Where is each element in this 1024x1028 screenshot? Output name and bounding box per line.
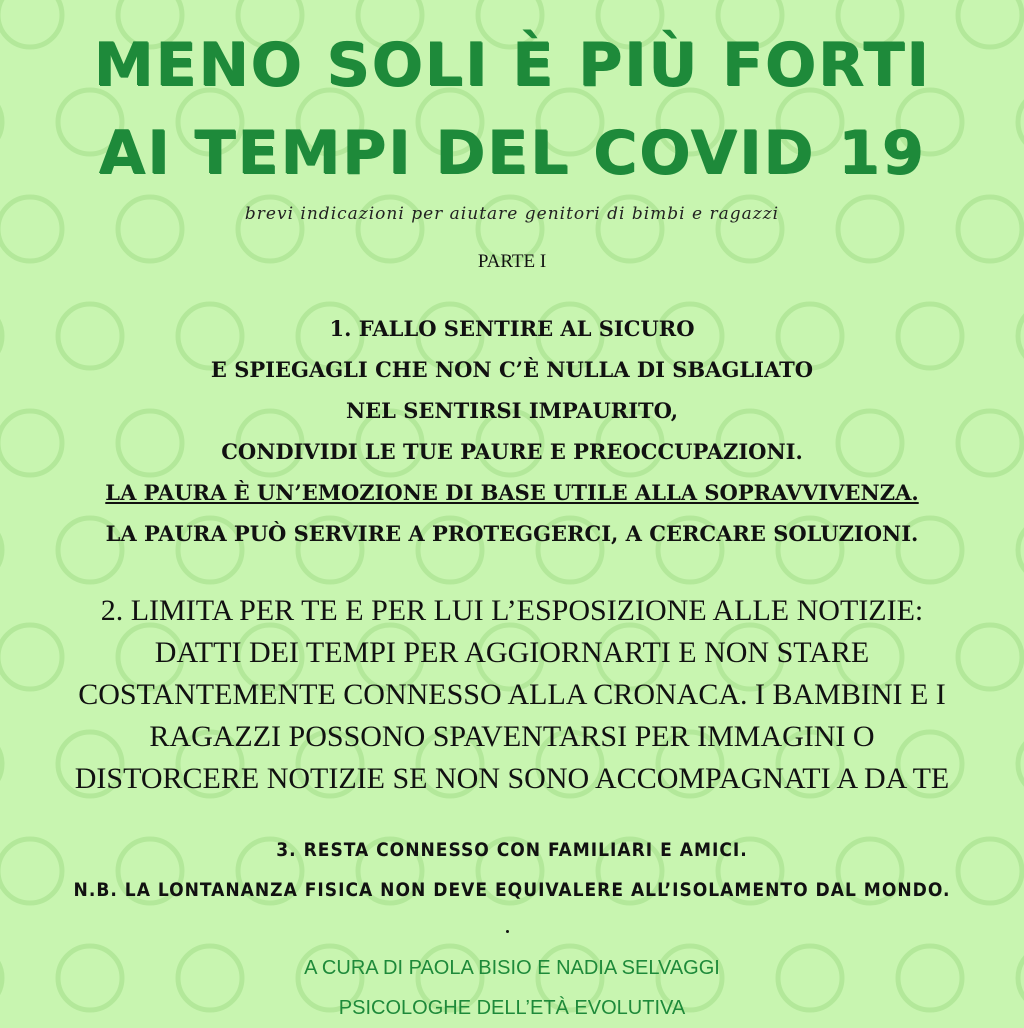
section-3-line: 3. RESTA CONNESSO CON FAMILIARI E AMICI. <box>276 839 748 861</box>
section-1-line: CONDIVIDI LE TUE PAURE E PREOCCUPAZIONI. <box>221 439 803 464</box>
section-3 <box>0 830 1024 910</box>
section-2 <box>0 590 1024 800</box>
section-1-line: NEL SENTIRSI IMPAURITO, <box>345 398 679 423</box>
section-1-line-underlined-wrap <box>0 472 1024 513</box>
title-line-1: MENO SOLI È PIÙ FORTI <box>93 30 931 100</box>
section-1-line-underlined: LA PAURA È UN’EMOZIONE DI BASE UTILE ALLA SOPRAVVIVENZA. <box>105 480 919 505</box>
section-3-line: N.B. LA LONTANANZA FISICA NON DEVE EQUIVALERE ALL’ISOLAMENTO DAL MONDO. <box>73 879 951 901</box>
section-1-line: E SPIEGAGLI CHE NON C’È NULLA DI SBAGLIATO <box>210 357 814 382</box>
credits-authors: A CURA DI PAOLA BISIO E NADIA SELVAGGI <box>304 957 720 979</box>
section-2-line: 2. LIMITA PER TE E PER LUI L’ESPOSIZIONE ALLE NOTIZIE: <box>100 594 924 627</box>
section-2-line: DATTI DEI TEMPI PER AGGIORNARTI E NON STARE <box>154 636 870 669</box>
section-2-line: COSTANTEMENTE CONNESSO ALLA CRONACA. I BAMBINI E I <box>78 678 946 711</box>
separator-dot <box>506 930 509 933</box>
section-2-line: RAGAZZI POSSONO SPAVENTARSI PER IMMAGINI O <box>149 720 875 753</box>
credits <box>0 948 1024 1028</box>
section-2-line: DISTORCERE NOTIZIE SE NON SONO ACCOMPAGNATI A DA TE <box>74 762 950 795</box>
section-1 <box>0 308 1024 554</box>
subtitle: brevi indicazioni per aiutare genitori di bimbi e ragazzi <box>244 204 780 224</box>
credits-role: PSICOLOGHE DELL’ETÀ EVOLUTIVA <box>338 997 686 1019</box>
part-label: PARTE I <box>477 251 547 272</box>
section-1-line: LA PAURA PUÒ SERVIRE A PROTEGGERCI, A CERCARE SOLUZIONI. <box>105 521 919 546</box>
title-line-2: AI TEMPI DEL COVID 19 <box>98 118 926 188</box>
section-1-line: 1. FALLO SENTIRE AL SICURO <box>329 316 695 341</box>
